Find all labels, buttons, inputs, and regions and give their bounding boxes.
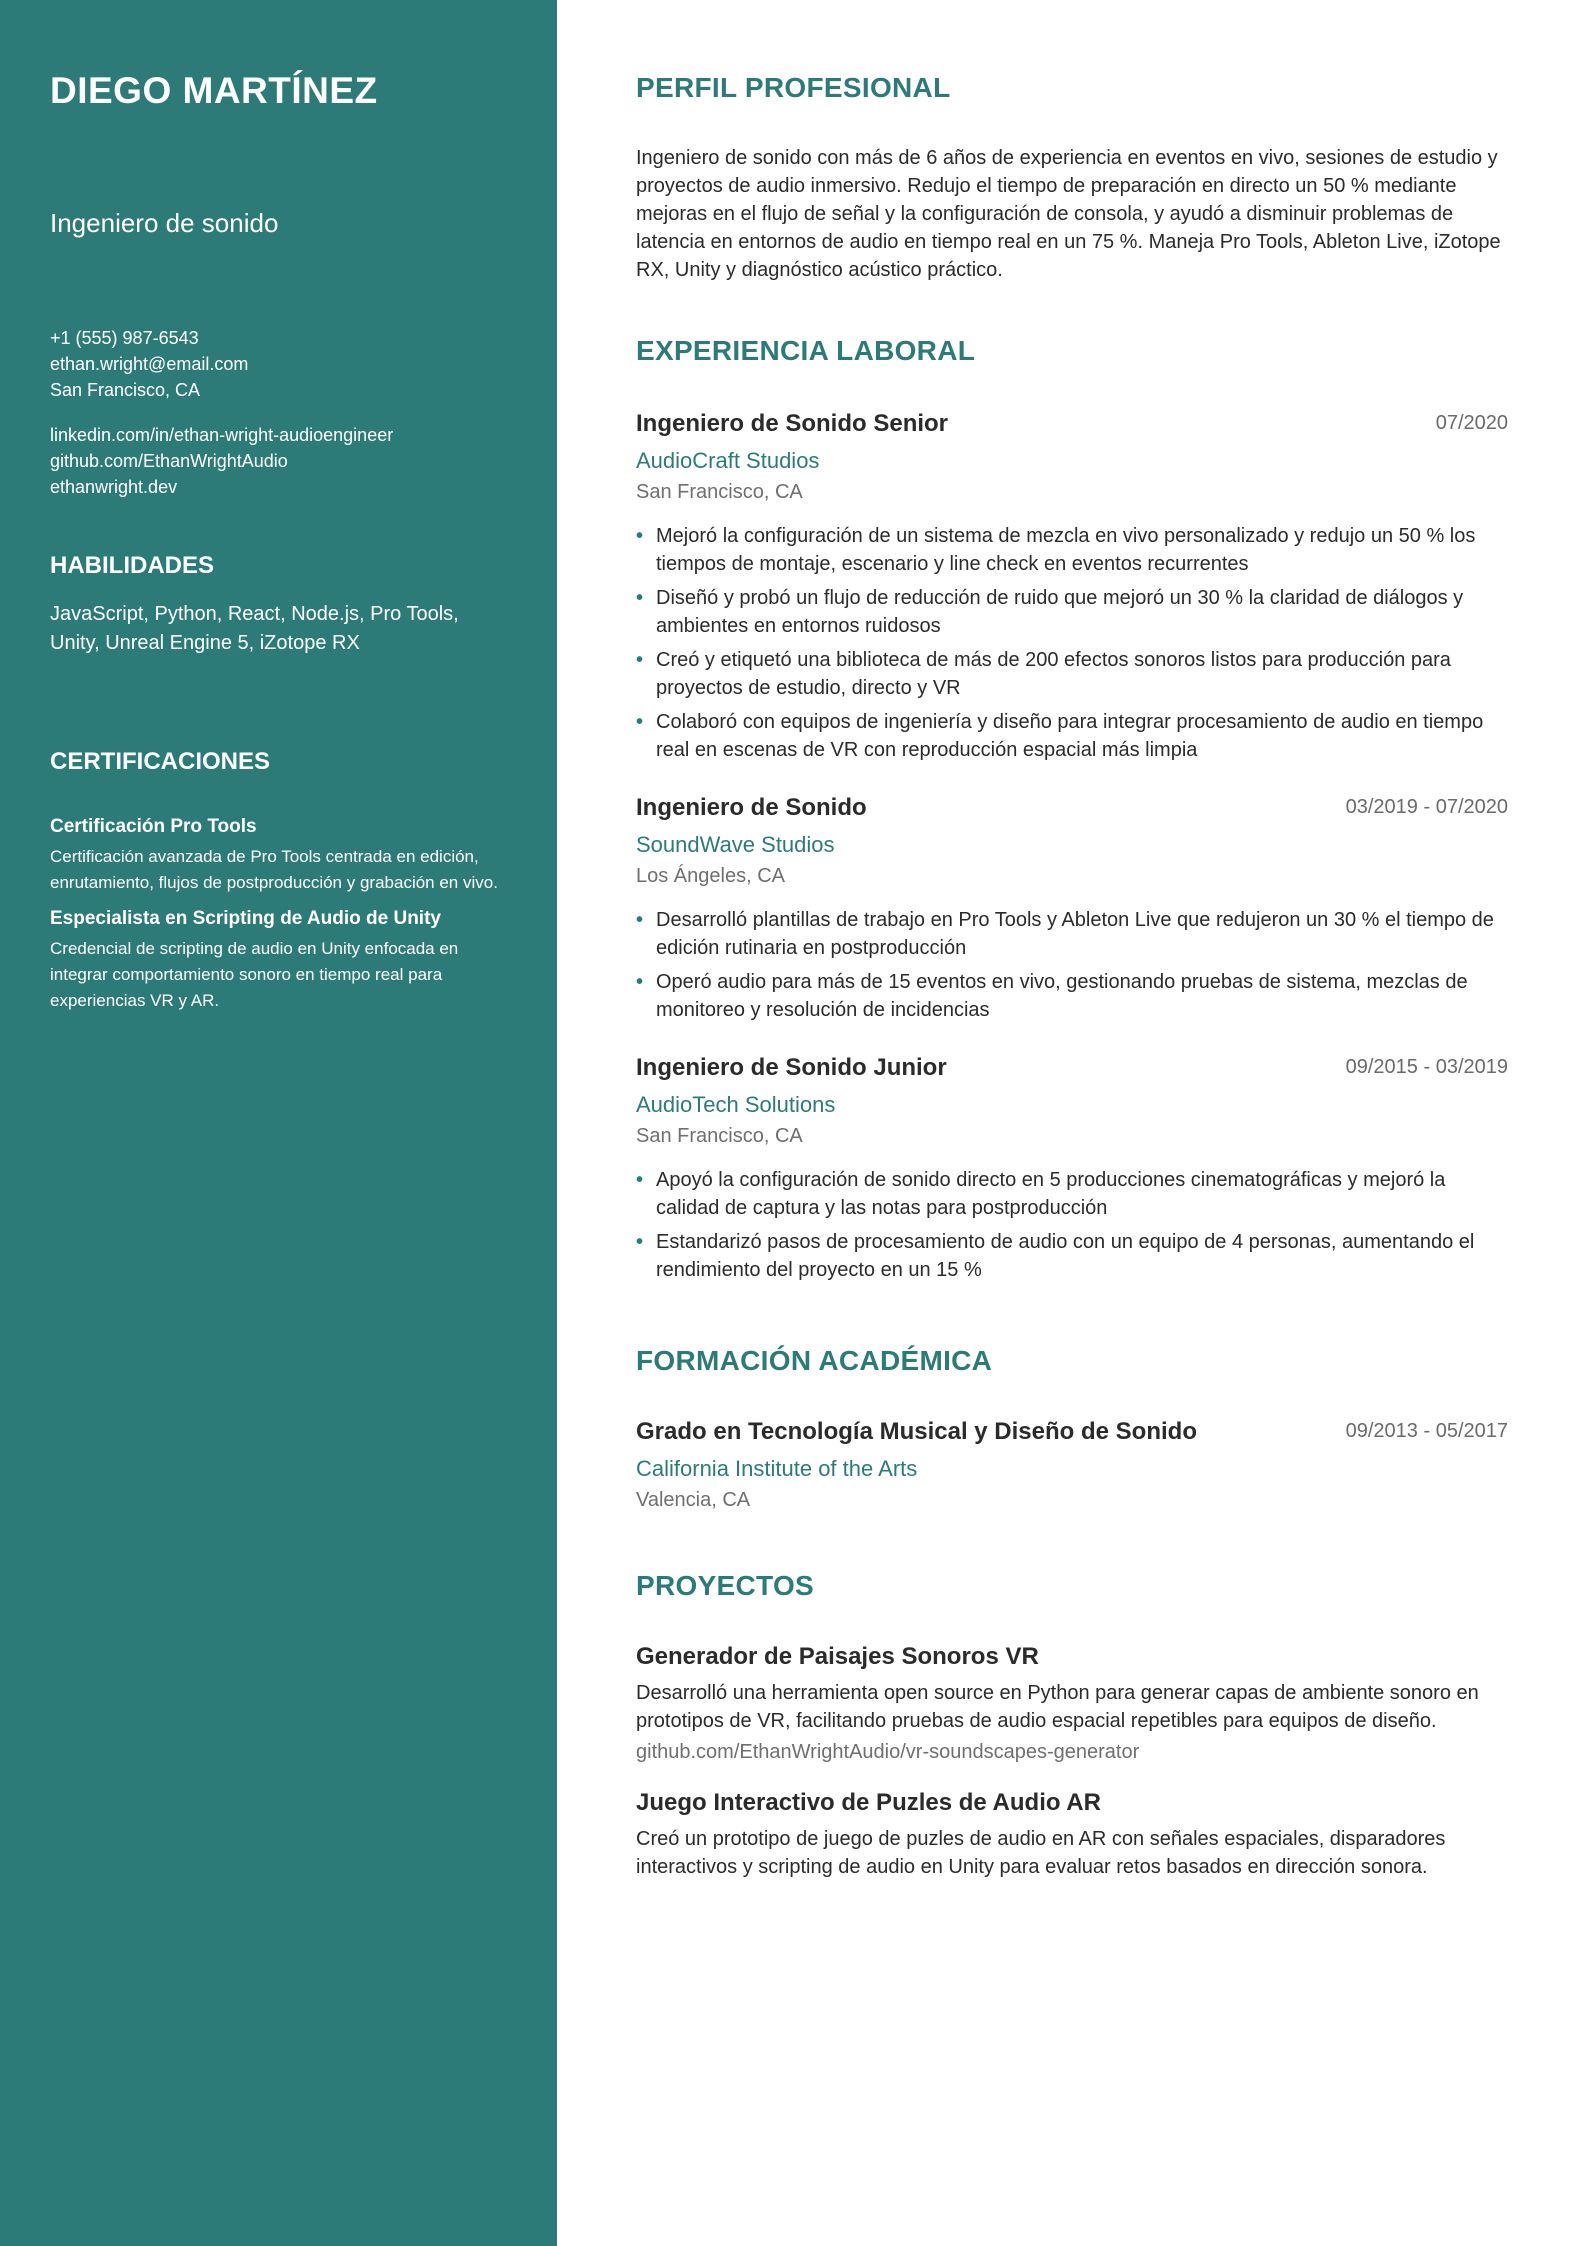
profile-heading: PERFIL PROFESIONAL bbox=[636, 72, 951, 103]
job-bullet: • Mejoró la configuración de un sistema de mezcla en vivo personalizado y redujo un 50 % los tiempos de montaje, escenario y line check en eventos recurrentes bbox=[636, 522, 1508, 578]
education-heading: FORMACIÓN ACADÉMICA bbox=[636, 1345, 993, 1376]
job-entry bbox=[636, 794, 1508, 1030]
cert-desc: Credencial de scripting de audio en Unity enfocada en integrar comportamiento sonoro en tiempo real para experiencias VR y AR. bbox=[50, 939, 459, 1010]
experience-heading: EXPERIENCIA LABORAL bbox=[636, 335, 976, 366]
certs-list bbox=[50, 816, 520, 1026]
school-location: Valencia, CA bbox=[636, 1489, 751, 1511]
project-desc: Creó un prototipo de juego de puzles de audio en AR con señales espaciales, disparadores interactivos y scripting de audio en Unity para evaluar retos basados en dirección sonora. bbox=[636, 1828, 1446, 1878]
job-location: San Francisco, CA bbox=[636, 1125, 803, 1147]
candidate-name: DIEGO MARTÍNEZ bbox=[50, 70, 378, 111]
project-desc: Desarrolló una herramienta open source en Python para generar capas de ambiente sonoro en prototipos de VR, facilitando pruebas de audio espacial repetibles para equipos de diseño. bbox=[636, 1682, 1479, 1732]
job-location: San Francisco, CA bbox=[636, 481, 803, 503]
project-entry bbox=[636, 1789, 1508, 1881]
projects-heading: PROYECTOS bbox=[636, 1570, 815, 1601]
cert-title: Especialista en Scripting de Audio de Unity bbox=[50, 908, 441, 929]
website-link[interactable]: ethanwright.dev bbox=[50, 477, 178, 497]
cert-item bbox=[50, 816, 520, 896]
job-bullet: • Estandarizó pasos de procesamiento de audio con un equipo de 4 personas, aumentando el rendimiento del proyecto en un 15 % bbox=[636, 1228, 1508, 1284]
job-bullet: • Apoyó la configuración de sonido directo en 5 producciones cinematográficas y mejoró la calidad de captura y las notas para postproducción bbox=[636, 1166, 1508, 1222]
job-company: AudioTech Solutions bbox=[636, 1092, 836, 1117]
job-bullets bbox=[636, 906, 1508, 1024]
job-title: Ingeniero de Sonido bbox=[636, 794, 867, 821]
job-bullet: • Colaboró con equipos de ingeniería y diseño para integrar procesamiento de audio en tiempo real en escenas de VR con reproducción espacial más limpia bbox=[636, 708, 1508, 764]
project-title: Generador de Paisajes Sonoros VR bbox=[636, 1643, 1039, 1670]
profile-text: Ingeniero de sonido con más de 6 años de experiencia en eventos en vivo, sesiones de estudio y proyectos de audio inmersivo. Redujo el tiempo de preparación en directo un 50 % mediante mejoras en el flujo de señal y la configuración de consola, y ayudó a disminuir problemas de latencia en entornos de audio en tiempo real en un 75 %. Maneja Pro Tools, Ableton Live, iZotope RX, Unity y diagnóstico acústico práctico. bbox=[636, 147, 1501, 281]
job-bullet: • Operó audio para más de 15 eventos en vivo, gestionando pruebas de sistema, mezclas de monitoreo y resolución de incidencias bbox=[636, 968, 1508, 1024]
job-location: Los Ángeles, CA bbox=[636, 865, 785, 887]
job-date: 09/2015 - 03/2019 bbox=[1345, 1056, 1508, 1078]
project-link[interactable]: github.com/EthanWrightAudio/vr-soundscapes-generator bbox=[636, 1741, 1140, 1763]
project-title: Juego Interactivo de Puzles de Audio AR bbox=[636, 1789, 1101, 1816]
job-bullets bbox=[636, 522, 1508, 764]
education-date: 09/2013 - 05/2017 bbox=[1345, 1420, 1508, 1442]
cert-title: Certificación Pro Tools bbox=[50, 816, 257, 837]
skills-text: JavaScript, Python, React, Node.js, Pro Tools, Unity, Unreal Engine 5, iZotope RX bbox=[50, 603, 459, 654]
education-entry bbox=[636, 1418, 1508, 1512]
job-bullet: • Desarrolló plantillas de trabajo en Pro Tools y Ableton Live que redujeron un 30 % el tiempo de edición rutinaria en postproducción bbox=[636, 906, 1508, 962]
cert-item bbox=[50, 908, 520, 1014]
job-bullet: • Diseñó y probó un flujo de reducción de ruido que mejoró un 30 % la claridad de diálogos y ambientes en entornos ruidosos bbox=[636, 584, 1508, 640]
links-block bbox=[50, 422, 393, 500]
job-company: AudioCraft Studios bbox=[636, 448, 820, 473]
candidate-role: Ingeniero de sonido bbox=[50, 208, 279, 238]
job-entry bbox=[636, 410, 1508, 770]
job-date: 07/2020 bbox=[1435, 412, 1508, 434]
github-link[interactable]: github.com/EthanWrightAudio bbox=[50, 451, 288, 471]
contact-block bbox=[50, 325, 248, 403]
school-name: California Institute of the Arts bbox=[636, 1456, 918, 1481]
cert-desc: Certificación avanzada de Pro Tools centrada en edición, enrutamiento, flujos de postproducción y grabación en vivo. bbox=[50, 847, 498, 892]
certs-heading: CERTIFICACIONES bbox=[50, 748, 271, 775]
location-text: San Francisco, CA bbox=[50, 380, 201, 400]
job-bullet: • Creó y etiquetó una biblioteca de más de 200 efectos sonoros listos para producción para proyectos de estudio, directo y VR bbox=[636, 646, 1508, 702]
skills-heading: HABILIDADES bbox=[50, 552, 215, 579]
email-text: ethan.wright@email.com bbox=[50, 354, 249, 374]
degree-title: Grado en Tecnología Musical y Diseño de Sonido bbox=[636, 1418, 1197, 1445]
job-title: Ingeniero de Sonido Junior bbox=[636, 1054, 947, 1081]
linkedin-link[interactable]: linkedin.com/in/ethan-wright-audioengineer bbox=[50, 425, 394, 445]
sidebar bbox=[0, 0, 557, 2246]
job-company: SoundWave Studios bbox=[636, 832, 835, 857]
job-title: Ingeniero de Sonido Senior bbox=[636, 410, 949, 437]
job-entry bbox=[636, 1054, 1508, 1290]
job-date: 03/2019 - 07/2020 bbox=[1345, 796, 1508, 818]
job-bullets bbox=[636, 1166, 1508, 1284]
phone-text: +1 (555) 987-6543 bbox=[50, 328, 199, 348]
project-entry bbox=[636, 1643, 1508, 1764]
